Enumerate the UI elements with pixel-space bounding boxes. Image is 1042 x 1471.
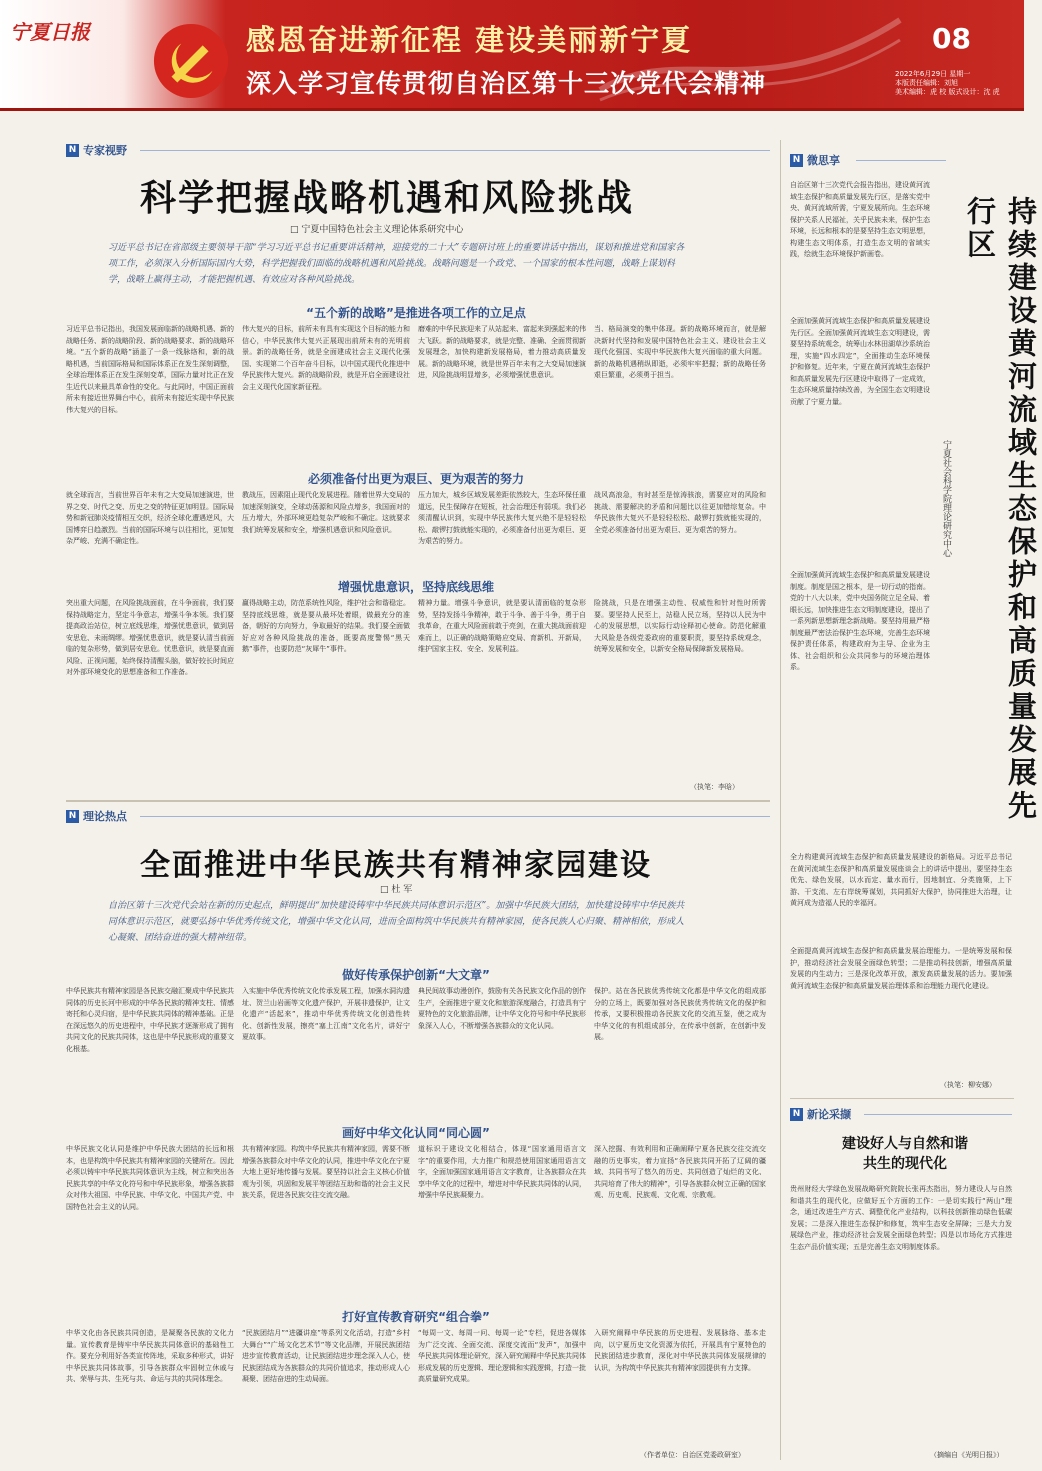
article2-lead: 自治区第十三次党代会站在新的历史起点，鲜明提出“加快建设铸牢中华民族共同体意识示范区”。加强中华民族大团结，加快建设铸牢中华民族共同体意识示范区，就要弘扬中华优秀传统文化，增强中华文化认同，进而全面构筑中华民族共有精神家园，使各民族人心归聚、精神相依，形成人心凝聚、团结奋进的强大精神纽带。 — [108, 901, 685, 943]
article2-col: 中华民族文化认同是维护中华民族大团结的长远和根本，也是构筑中华民族共有精神家园的关键所在。因此必须以铸牢中华民族共同体意识为主线，树立和突出各民族共享的中华文化符号和中华民族形象，增强各族群众对伟大祖国、中华民族、中华文化、中国共产党、中国特色社会主义的认同。 — [66, 1145, 234, 1211]
party-emblem-icon — [152, 22, 230, 100]
section-tag-label: 微思享 — [807, 154, 840, 167]
article2-col: 深入挖掘、有效利用和正确阐释宁夏各民族交往交流交融的历史事实，着力宣扬“各民族共同开拓了辽阔的疆域、共同书写了悠久的历史、共同创造了灿烂的文化、共同培育了伟大的精神”，引导各族群众树立正确的国家观、历史观、民族观、文化观、宗教观。 — [594, 1145, 766, 1199]
article1-col: 精神力量。增强斗争意识，就是要认清面临的复杂形势，坚持发扬斗争精神，敢于斗争、善于斗争，勇于自我革命，在重大风险面前敢于亮剑，在重大挑战面前迎难而上，以正确的战略策略应变局、育新机、开新局，维护国家主权、安全、发展利益。 — [418, 599, 586, 653]
sidebar-signoff: （执笔：柳安娜） — [940, 1081, 996, 1089]
article1-col: 伟大复兴的目标，前所未有具有实现这个目标的能力和信心，中华民族伟大复兴正展现出前所未有的光明前景。新的战略任务，就是全面建成社会主义现代化强国、实现第二个百年奋斗目标，以中国式现代化推进中华民族伟大复兴。新的战略阶段，就是开启全面建设社会主义现代化国家新征程。 — [242, 325, 410, 391]
article2-byline-text: 杜 军 — [391, 885, 413, 895]
tag-divider — [140, 150, 770, 151]
banner-subheadline: 深入学习宣传贯彻自治区第十三次党代会精神 — [246, 69, 767, 98]
article1-lead: 习近平总书记在省部级主要领导干部“学习习近平总书记重要讲话精神，迎接党的二十大”专题研讨班上的重要讲话中指出，谋划和推进党和国家各项工作，必须深入分析国际国内大势，科学把握我们面临的战略机遇和风险挑战。战略问题是一个政党、一个国家的根本性问题，战略上谋划科学，战略上赢得主动，才能把握机遇、有效应对各种风险挑战。 — [108, 243, 685, 285]
article2-subhead-3: 打好宣传教育研究“组合拳” — [342, 1310, 490, 1324]
article1-col: 当、格局演变的集中体现。新的战略环境而言，就是解决新时代坚持和发展中国特色社会主义、建设社会主义现代化强国、实现中华民族伟大复兴面临的重大问题。新的战略机遇稍纵即逝，必须牢牢把握；新的战略任务艰巨繁重，必须勇于担当。 — [594, 325, 766, 379]
article1-subhead-1: “五个新的战略”是推进各项工作的立足点 — [306, 306, 526, 320]
article1-col: 压力加大，城乡区域发展差距依然较大，生态环保任重道远，民生保障存在短板，社会治理还有弱项。我们必须清醒认识到，实现中华民族伟大复兴绝不是轻轻松松、敲锣打鼓就能实现的，必须准备付出更为艰巨、更为艰苦的努力。 — [418, 491, 586, 545]
article2-col: “每周一文、每周一问、每周一论”专栏，促进各媒体为广泛交流、全面交流、深度交流而“发声”，加强中华民族共同体理论研究，深入研究阐释中华民族共同体形成发展的历史逻辑、理论逻辑和实践逻辑，打造一批高质量研究成果。 — [418, 1329, 586, 1383]
article2-col: 共有精神家园。构筑中华民族共有精神家园，需要不断增强各族群众对中华文化的认同，推进中华文化在宁夏大地上更好地传播与发展。要坚持以社会主义核心价值观为引领，巩固和发展平等团结互助和谐的社会主义民族关系，促进各民族交往交流交融。 — [242, 1145, 410, 1199]
n-badge-icon: N — [790, 154, 803, 167]
n-badge-icon: N — [66, 810, 79, 823]
article2-title: 全面推进中华民族共有精神家园建设 — [140, 848, 652, 883]
issue-date: 2022年6月29日 星期一 — [895, 70, 971, 78]
article2-col: 入实施中华优秀传统文化传承发展工程，加强水洞沟遗址、贺兰山岩画等文化遗产保护，开展非遗保护，让文化遗产“活起来”，推动中华优秀传统文化创造性转化、创新性发展，擦亮“塞上江南”文化名片，讲好宁夏故事。 — [242, 987, 410, 1041]
article2-col: “民族团结月”“进疆讲座”等系列文化活动，打造“乡村大舞台”“广场文化艺术节”等文化品牌，开展民族团结进步宣传教育活动，让民族团结进步理念深入人心，使民族团结成为各族群众的共同价值追求，推动形成人心凝聚、团结奋进的生动局面。 — [242, 1329, 410, 1383]
sidebar-vertical-title: 持续建设黄河流域生态保护和高质量发展先行区 — [963, 196, 1038, 823]
article1-subhead-2: 必须准备付出更为艰巨、更为艰苦的努力 — [307, 472, 524, 486]
article1-col: 习近平总书记指出，我国发展面临新的战略机遇、新的战略任务、新的战略阶段、新的战略要求、新的战略环境。“五个新的战略”涵盖了一条一线脉络和，新的战略机遇，当前国际格局和国际体系正在发生深刻调整，全球治理体系正在发生深刻变革，国际力量对比正在发生近代以来最具革命性的变化。与此同时，中国正面前所未有接近世界舞台中心，前所未有接近实现中华民族伟大复兴的目标。 — [66, 325, 234, 414]
sidebar-paragraph: 贵州财经大学绿色发展战略研究院院长张再杰指出，努力建设人与自然和谐共生的现代化，应做好五个方面的工作：一是切实践行“两山”理念，通过改进生产方式、调整优化产业结构，以科技创新推动绿色低碳发展；二是深入推进生态保护和修复，筑牢生态安全屏障；三是大力发展绿色产业，推动经济社会发展全面绿色转型；四是以市场化方式推进生态产品价值实现；五是完善生态文明制度体系。 — [790, 1185, 1012, 1251]
article1-col: 磨难的中华民族迎来了从站起来、富起来到强起来的伟大飞跃。新的战略要求，就是完整、准确、全面贯彻新发展理念，加快构建新发展格局，着力推动高质量发展。新的战略环境，就是世界百年未有之大变局加速演进，风险挑战明显增多，必须增强忧患意识。 — [418, 325, 586, 379]
editor-note: 美术编辑：虎 校 版式设计：沈 虎 — [895, 88, 1000, 96]
tag-divider — [864, 1114, 1012, 1115]
section-divider — [790, 1098, 1014, 1099]
tag-divider — [856, 160, 946, 161]
tag-divider — [140, 816, 770, 817]
sidebar-paragraph: 全力构建黄河流域生态保护和高质量发展建设的新格局。习近平总书记在黄河流域生态保护和高质量发展座谈会上的讲话中提出，要坚持生态优先、绿色发展，以水而定、量水而行，因地制宜、分类施策，上下游、干支流、左右岸统筹谋划，共同抓好大保护，协同推进大治理，让黄河成为造福人民的幸福河。 — [790, 853, 1012, 907]
article1-col: 就全球而言，当前世界百年未有之大变局加速演进，世界之变、时代之变、历史之变的特征更加明显。国际局势和新冠肺炎疫情相互交织，经济全球化遭遇逆风，大国博弈日趋激烈。当前的国际环境与以往相比，更加复杂严峻、充满不确定性。 — [66, 491, 234, 545]
section-tag-label: 新论采撷 — [807, 1108, 851, 1121]
sidebar-paragraph: 全面提高黄河流域生态保护和高质量发展治理能力。一是统筹发展和保护，推动经济社会发展全面绿色转型；二是推动科技创新，增强高质量发展的内生动力；三是深化改革开放，激发高质量发展的活力。要加强黄河流域生态保护和高质量发展治理体系和治理能力现代化建设。 — [790, 947, 1012, 990]
banner-headline: 感恩奋进新征程 建设美丽新宁夏 — [246, 23, 693, 57]
article2-col: 道标识于建设文化相结合，体现“国家通用语言文字”的重要作用，大力推广和规范使用国家通用语言文字，全面加强国家通用语言文字教育，让各族群众在共享中华文化的过程中，增进对中华民族共同体的认同，增强中华民族凝聚力。 — [418, 1145, 586, 1199]
article1-byline-text: 宁夏中国特色社会主义理论体系研究中心 — [301, 225, 464, 235]
article1-col: 战风高浪急，有时甚至是惊涛骇浪，需要应对的风险和挑战、需要解决的矛盾和问题比以往更加错综复杂。中华民族伟大复兴不是轻轻松松、敲锣打鼓就能实现的，全党必须准备付出更为艰巨、更为艰苦的努力。 — [594, 491, 766, 534]
article1-col: 赢得战略主动，防范系统性风险，维护社会和谐稳定。坚持底线思维，就是要从最坏处着眼，做最充分的准备，朝好的方向努力，争取最好的结果。我们要全面做好应对各种风险挑战的准备，既要高度警惕“黑天鹅”事件，也要防范“灰犀牛”事件。 — [242, 599, 410, 653]
column-divider — [780, 140, 781, 1460]
n-badge-icon: N — [66, 144, 79, 157]
sidebar-signoff: （摘编自《光明日报》） — [930, 1451, 1004, 1459]
section-tag-label: 理论热点 — [83, 810, 127, 823]
sidebar-vertical-byline: 宁夏社会科学院理论研究中心 — [941, 440, 951, 557]
section-divider — [66, 800, 770, 802]
article1-col: 险挑战，只是在增强主动性、权威性和针对性时所需要。要坚持人民至上，站稳人民立场，坚持以人民为中心的发展思想，以实际行动诠释初心使命。防范化解重大风险是各级党委政府的重要职责，要坚持系统观念，统筹发展和安全，以新安全格局保障新发展格局。 — [594, 599, 766, 653]
n-badge-icon: N — [790, 1108, 803, 1121]
article2-col: 中华文化由各民族共同创造，是凝聚各民族的文化力量。宣传教育是铸牢中华民族共同体意识的基础性工作。要充分利用好各类宣传阵地，采取多种形式，讲好中华民族共同体故事，引导各族群众牢固树立休戚与共、荣辱与共、生死与共、命运与共的共同体理念。 — [66, 1329, 234, 1383]
article1-byline: □ 宁夏中国特色社会主义理论体系研究中心 — [290, 225, 464, 235]
article1-col: 教战压，因素阻止现代化发展进程。随着世界大变局的加速深刻演变，全球动荡源和风险点增多，我国面对的压力增大，外部环境更趋复杂严峻和不确定。这就要求我们统筹发展和安全，增强机遇意识和风险意识。 — [242, 491, 410, 534]
sidebar-subtitle: 建设好人与自然和谐共生的现代化 — [842, 1136, 968, 1172]
article2-subhead-2: 画好中华文化认同“同心圆” — [342, 1126, 490, 1140]
sidebar-paragraph: 全面加强黄河流域生态保护和高质量发展建设先行区。全面加强黄河流域生态文明建设，需要坚持系统观念，统筹山水林田湖草沙系统治理，实施“四水四定”，全面推动生态环境保护和修复。近年来，宁夏在黄河流域生态保护和高质量发展先行区建设中取得了一定成效，生态环境质量持续改善，为全国生态文明建设贡献了宁夏力量。 — [790, 317, 930, 406]
article1-signoff: （执笔：李晗） — [690, 783, 739, 791]
article2-col: 中华民族共有精神家园是各民族交融汇聚成中华民族共同体的历史长河中形成的中华各民族的精神支柱、情感寄托和心灵归宿，是中华民族共同体的精神基础。正是在深远悠久的历史进程中，中华民族才逐渐形成了拥有共同文化的民族共同体，这也是中华民族形成的重要文化根基。 — [66, 987, 234, 1053]
article2-byline: □ 杜 军 — [380, 885, 413, 895]
sidebar-paragraph: 全面加强黄河流域生态保护和高质量发展建设制度。制度是国之根本，是一切行动的指南。党的十八大以来，党中央国务院立足全局、着眼长远，加快推进生态文明制度建设，提出了一系列新思想新理念新战略。要坚持用最严格制度最严密法治保护生态环境，完善生态环境保护责任体系，构建政府为主导、企业为主体、社会组织和公众共同参与的环境治理体系。 — [790, 571, 930, 671]
section-tag-label: 专家视野 — [83, 144, 127, 157]
article1-subhead-3: 增强忧患意识，坚持底线思维 — [337, 580, 494, 594]
edition-note: 本版责任编辑：刘旭 — [895, 79, 958, 87]
article2-signoff: （作者单位：自治区党委政研室） — [640, 1451, 745, 1459]
page-number: 08 — [932, 22, 971, 55]
dateline — [895, 70, 1015, 97]
article2-col: 入研究阐释中华民族的历史进程、发展脉络、基本走向，以宁夏历史文化资源为依托，开展具有宁夏特色的民族团结进步教育，深化对中华民族共同体发展规律的认识，为构筑中华民族共有精神家园提供有力支撑。 — [594, 1329, 766, 1372]
article2-col: 典民间故事动漫创作，鼓励有关各民族文化作品的创作生产，全面推进宁夏文化和旅游深度融合，打造具有宁夏特色的文化旅游品牌，让中华文化符号和中华民族形象深入人心，不断增强各族群众的文化认同。 — [418, 987, 586, 1030]
article1-title: 科学把握战略机遇和风险挑战 — [140, 177, 635, 219]
article2-subhead-1: 做好传承保护创新“大文章” — [342, 968, 490, 982]
sidebar-paragraph: 自治区第十三次党代会报告指出，建设黄河流域生态保护和高质量发展先行区，是落实党中央、黄河流域所需，宁夏发展所向。生态环境保护关系人民福祉，关乎民族未来，保护生态环境，长远和根本的是要坚持生态文明思想，构建生态文明体系，打造生态文明的省域实践，绘就生态环境保护新画卷。 — [790, 181, 930, 258]
article1-col: 突出重大问题，在风险挑战面前，在斗争面前，我们要保持战略定力，坚定斗争意志，增强斗争本领。我们要提高政治站位，树立底线思维，增强忧患意识，做到居安思危、未雨绸缪。增强忧患意识，就是要认清当前面临的复杂形势，做到居安思危。忧患意识，就是要直面风险、正视问题，始终保持清醒头脑，做好较长时间应对外部环境变化的思想准备和工作准备。 — [66, 599, 234, 676]
article2-col: 保护。站在各民族优秀传统文化都是中华文化的组成部分的立场上，既要加强对各民族优秀传统文化的保护和传承，又要积极推动各民族文化的交流互鉴，使之成为中华文化的有机组成部分，在传承中创新，在创新中发展。 — [594, 987, 766, 1041]
newspaper-brand: 宁夏日报 — [10, 20, 90, 44]
